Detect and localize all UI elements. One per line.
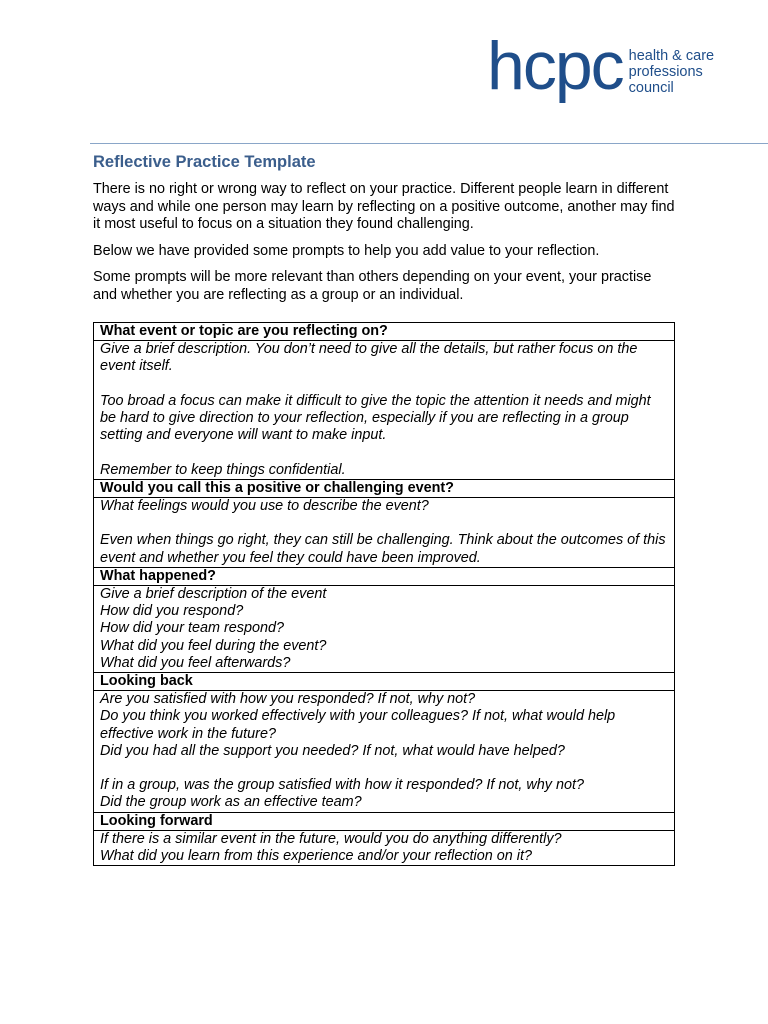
logo-wordmark (629, 48, 714, 96)
paragraph-gap (100, 760, 668, 777)
section-heading-row (94, 673, 675, 691)
paragraph-gap (100, 515, 668, 532)
section-body-row (94, 586, 675, 673)
section-body (94, 341, 675, 480)
document-intro (93, 152, 677, 305)
section-body (94, 830, 675, 865)
header-divider (90, 143, 768, 144)
paragraph-gap (100, 376, 668, 393)
section-body (94, 498, 675, 568)
prompt-line: If in a group, was the group satisfied with how it responded? If not, why not? (100, 777, 584, 794)
section-heading: Looking back (94, 673, 675, 691)
prompt-line: Even when things go right, they can still be challenging. Think about the outcomes of this event and whether you feel they could have been improved. (100, 532, 666, 566)
prompt-line: If there is a similar event in the future, would you do anything differently? (100, 830, 562, 847)
prompt-line: Did you had all the support you needed? If not, what would have helped? (100, 742, 565, 759)
logo-word-line: professions (628, 64, 703, 80)
section-heading: Would you call this a positive or challenging event? (94, 479, 675, 497)
prompt-line: What did you feel during the event? (100, 637, 327, 654)
page-title: Reflective Practice Template (93, 153, 316, 171)
intro-paragraph: There is no right or wrong way to reflect on your practice. Different people learn in different ways and while one person may learn by reflecting on a positive outcome, another may find it most useful to focus on a situation they found challenging. (93, 181, 675, 233)
prompt-line: How did your team respond? (100, 620, 284, 637)
logo-word-line: council (628, 80, 674, 96)
prompt-line: Did the group work as an effective team? (100, 794, 362, 811)
prompts-table (93, 322, 675, 866)
prompt-line: What feelings would you use to describe the event? (100, 498, 429, 514)
section-body (94, 691, 675, 812)
logo-word-line: health & care (628, 48, 715, 64)
section-heading-row (94, 812, 675, 830)
logo-mark: hcpc (487, 28, 623, 104)
prompt-line: Too broad a focus can make it difficult to give the topic the attention it needs and might be hard to give direction to your reflection, especially if you are reflecting in a group setting and everyone will want to make input. (100, 392, 651, 444)
section-heading-row (94, 323, 675, 341)
intro-paragraph: Below we have provided some prompts to help you add value to your reflection. (93, 242, 600, 259)
section-body-row (94, 498, 675, 568)
section-heading: Looking forward (94, 812, 675, 830)
prompt-line: What did you learn from this experience and/or your reflection on it? (100, 848, 532, 865)
prompt-line: Give a brief description of the event (100, 586, 327, 602)
intro-paragraph: Some prompts will be more relevant than others depending on your event, your practise and whether you are reflecting as a group or an individual. (93, 269, 652, 303)
prompt-line: Do you think you worked effectively with your colleagues? If not, what would help effective work in the future? (100, 708, 616, 742)
prompt-line: Are you satisfied with how you responded? If not, why not? (100, 691, 476, 708)
section-body-row (94, 830, 675, 865)
section-heading: What event or topic are you reflecting on? (94, 323, 675, 341)
prompt-line: How did you respond? (100, 603, 244, 620)
section-body-row (94, 341, 675, 480)
section-heading: What happened? (94, 567, 675, 585)
hcpc-logo (487, 28, 715, 110)
section-heading-row (94, 567, 675, 585)
section-body (94, 586, 675, 673)
prompt-line: What did you feel afterwards? (100, 654, 291, 671)
prompt-line: Remember to keep things confidential. (100, 461, 346, 478)
section-heading-row (94, 479, 675, 497)
section-body-row (94, 691, 675, 812)
prompt-line: Give a brief description. You don’t need to give all the details, but rather focus on the event itself. (100, 341, 638, 375)
paragraph-gap (100, 444, 668, 461)
